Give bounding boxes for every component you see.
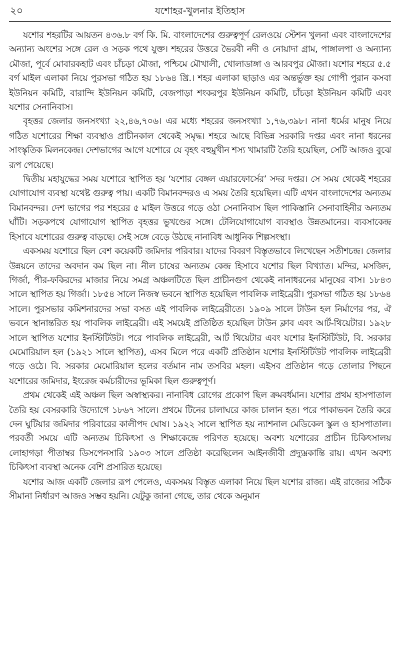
paragraph-war-communication: দ্বিতীয় মহাযুদ্ধের সময় যশোরে স্থাপিত হয় ‘যশোর বেঙ্গল এয়ারফোর্সের’ সদর দপ্তর। সে সময় থেকেই শহরের যোগাযোগ ব্যবস্থা যথেষ্ট গুরুত্ব পায়। একটি বিমানবন্দরও এ সময় তৈরি হয়েছিল। এটি এখন বাংলাদেশের অন্যতম বিমানবন্দর। দেশ ভাগের পর শহরের ৫ মাইল উত্তরে গড়ে ওঠা সেনানিবাস ছিল পাকিস্তানি সেনাবাহিনীর অন্যতম ঘাঁটি। সড়কপথে যোগাযোগ স্থাপিত বৃহত্তর ভুখণ্ডের সঙ্গে। টেলিযোগাযোগ ব্যবস্থাও উন্নতমানের। ব্যবসাকেন্দ্র হিসাবে যশোরের গুরুত্ব বাড়ছে। সেই সঙ্গে বেড়ে উঠছে নানাবিধ আধুনিক শিল্পসংস্থা। bbox=[9, 175, 391, 243]
paragraph-zamindars-institutions: একসময় যশোরে ছিল বেশ কয়েকটি জমিদার পরিবার। যাদের বিবরণ বিস্তৃতভাবে লিখেছেন সতীশচন্দ্র। জেলার উন্নয়নে তাদের অবদান কম ছিল না। নীল চাষের অন্যতম কেন্দ্র হিসাবে যশোর ছিল বিখ্যাত। মন্দির, মসজিদ, গির্জা, পীর-ফকিরদের মাজার নিয়ে সমগ্র অঞ্চলটিতে ছিল প্রাচীনগুণ থেকেই নানাধরনের মানুষের বাস। ১৮৪৩ সালে স্থাপিত হয় গির্জা। ১৮৫৪ সালে নিজস্ব ভবনে স্থাপিত হয়েছিল পাবলিক লাইব্রেরী। পুরসভা গঠিত হয় ১৮৬৪ সালে। পুরসভার কমিশনারদের সভা বসত এই পাবলিক লাইব্রেরীতে। ১৯০৯ সালে টাউন হল নির্মাণের পর, ঐ ভবনে স্থানান্তরিত হয় পাবলিক লাইব্রেরী। এই সময়েই প্রতিষ্ঠিত হয়েছিল টাউন ক্লাব এবং আর্ট-থিয়েটার। ১৯২৮ সালে স্থাপিত যশোর ইনস্টিটিউট। পরে পাবলিক লাইব্রেরী, আর্ট থিয়েটার এবং যশোর ইনস্টিটিউট, বি. সরকার মেমোরিয়াল হল (১৯২১ সালে স্থাপিত), এসব মিলে পরে একটি প্রতিষ্ঠান যশোর ইনস্টিটিউট পাবলিক লাইব্রেরী গড়ে ওঠে। বি. সরকার মেমোরিয়াল হলের বর্তমান নাম তসবির মহল। এইসব প্রতিষ্ঠান গড়ে তোলার পিছনে যশোরের জমিদার, ইংরেজ কর্মচারীদের ভূমিকা ছিল গুরুত্বপূর্ণ। bbox=[9, 247, 391, 387]
body-text bbox=[9, 29, 391, 504]
book-page bbox=[0, 4, 400, 651]
page-number: ২০ bbox=[10, 6, 24, 17]
paragraph-kingdom: যশোর আজ একটি জেলার রূপ পেলেও, একসময় বিস্তৃত এলাকা নিয়ে ছিল যশোর রাজ্য। এই রাজ্যের সঠিক সীমানা নির্ধারণ আজও সম্ভব হয়নি। যেটুকু জানা গেছে, তার থেকে অনুমান bbox=[9, 477, 391, 502]
running-header bbox=[9, 4, 391, 22]
paragraph-area-population: যশোর শহরটির আয়তন ৪৩৬.৮ বর্গ কি. মি. বাংলাদেশের গুরুত্বপূর্ণ রেলওয়ে স্টেশন খুলনা এবং বাংলাদেশের অন্যান্য অংশের সঙ্গে রেল ও সড়ক পথে যুক্ত। শহরের উত্তরে ভৈরবী নদী ও নোয়াদা গ্রাম, পাঙ্গালপা ও অন্যান্য মৌজা, পূর্বে মোবারকহাট এবং চাঁচড়া মৌজা, পশ্চিমে মৌখালী, খোলাডাঙ্গা ও আরবপুর মৌজা। যশোর শহরে ৫.৫ বর্গ মাইল এলাকা নিয়ে পুরসভা গঠিত হয় ১৮৬৪ খ্রি.। শহর এলাকা ছাড়াও এর অন্তর্ভুক্ত হয় গোপী পুরান কসবা ইউনিয়ন কমিটি, বারান্দি ইউনিয়ন কমিটি, বেজপাড়া শংকরপুর ইউনিয়ন কমিটি, চাঁচড়া ইউনিয়ন কমিটি এবং যশোর সেনানিবাস। bbox=[9, 31, 391, 114]
paragraph-population-culture: বৃহত্তর জেলার জনসংখ্যা ২২,৪৬,৭০৬। এর মধ্যে শহরের জনসংখ্যা ১,৭৬,৩৯৮। নানা ধর্মের মানুষ নিয়ে গঠিত যশোরের শিক্ষা ব্যবস্থাও প্রাচীনকাল থেকেই সমৃদ্ধ। শহরে আছে বিভিন্ন সরকারি দপ্তর এবং নানা ধরনের সাংস্কৃতিক মিলনকেন্দ্র। দেশভাগের আগে যশোরে যে বৃহৎ বহুমুখীন শস্য খামারটি তৈরি হয়েছিল, সেটি আজও বুঝে রূপ পেয়েছে। bbox=[9, 117, 391, 171]
paragraph-health-hospitals: প্রথম থেকেই এই অঞ্চল ছিল অস্বাস্থ্যকর। নানাবিধ রোগের প্রকোপ ছিল ক্রমবর্ধমান। যশোর প্রথম হাসপাতাল তৈরি হয় বেসরকারি উদ্যোগে ১৮৬৭ সালে। প্রথমে টিনের চালাঘরে কাজ চালান হত। পরে পাকাভবন তৈরি করে দেন ঘুটিয়ার জমিদার পরিবারের কালীপদ ঘোষ। ১৯২২ সালে স্থাপিত হয় ন্যাশনাল মেডিকেল স্কুল ও হাসপাতাল। পরবর্তী সময়ে এটি অন্যতম চিকিৎসা ও শিক্ষাকেন্দ্রে পরিণত হয়েছে। অবশ্য যশোরের প্রাচীন চিকিৎসালয় লোহাগড়া পীতাম্বর ডিসপেনসারি ১৯০৩ সালে প্রতিষ্ঠা করেছিলেন আইনজীবী প্রদ্যুম্নকান্তি রায়। এখন অবশ্য চিকিৎসা ব্যবস্থা অনেক বেশি প্রসারিত হয়েছে। bbox=[9, 391, 391, 474]
book-title: যশোহর-খুলনার ইতিহাস bbox=[154, 6, 246, 17]
